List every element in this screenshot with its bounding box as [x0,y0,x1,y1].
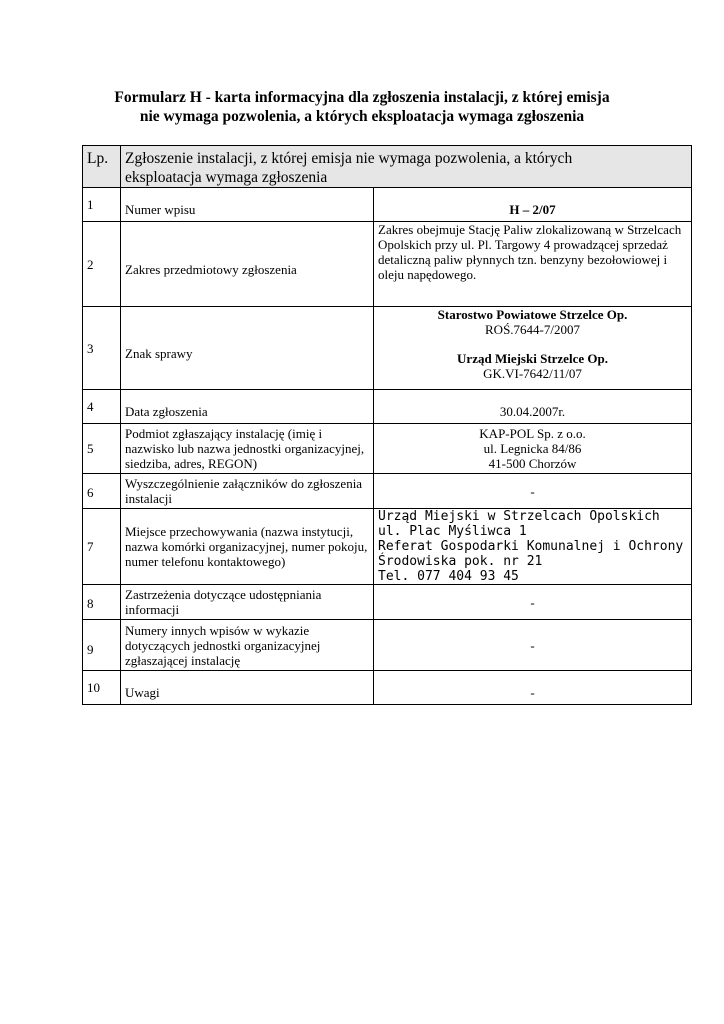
registration-table [82,145,692,705]
date-value: 30.04.2007r. [374,390,692,424]
row-label: Wyszczególnienie załączników do zgłoszenia instalacji [121,474,374,509]
document-title [60,88,664,126]
row-label: Znak sprawy [121,307,374,390]
applicant-line-2: ul. Legnicka 84/86 [483,441,582,456]
table-row [83,424,692,474]
table-row [83,671,692,705]
storage-line-2: ul. Plac Myśliwca 1 [378,524,527,539]
storage-line-4: Środowiska pok. nr 21 [378,554,543,569]
applicant-line-3: 41-500 Chorzów [488,456,577,471]
scope-value: Zakres obejmuje Stację Paliw zlokalizowaną w Strzelcach Opolskich przy ul. Pl. Targowy 4 prowadzącej sprzedaż detaliczną paliw płynnych tzn. benzyny bezołowiowej i oleju napędowego. [374,222,692,307]
case-line-3: Urząd Miejski Strzelce Op. [457,351,608,366]
table-row [83,222,692,307]
case-spacer [378,337,687,351]
attachments-value: - [374,474,692,509]
table-row [83,585,692,620]
table-row [83,390,692,424]
applicant-value [374,424,692,474]
table-row [83,620,692,671]
table-row [83,307,692,390]
row-number: 1 [83,188,121,222]
row-label: Numery innych wpisów w wykazie dotyczących jednostki organizacyjnej zgłaszającej instalację [121,620,374,671]
case-reference-value [374,307,692,390]
row-label: Podmiot zgłaszający instalację (imię i nazwisko lub nazwa jednostki organizacyjnej, siedziba, adres, REGON) [121,424,374,474]
row-label: Numer wpisu [121,188,374,222]
table-row [83,188,692,222]
storage-line-5: Tel. 077 404 93 45 [378,569,519,584]
restrictions-value: - [374,585,692,620]
row-number: 4 [83,390,121,424]
other-entries-value: - [374,620,692,671]
header-text-line-1: Zgłoszenie instalacji, z której emisja nie wymaga pozwolenia, a których [125,150,573,167]
header-text-line-2: eksploatacja wymaga zgłoszenia [125,169,328,186]
row-number: 5 [83,424,121,474]
storage-place-value [374,509,692,585]
case-line-1: Starostwo Powiatowe Strzelce Op. [437,307,628,322]
row-number: 8 [83,585,121,620]
row-label: Data zgłoszenia [121,390,374,424]
table-row [83,509,692,585]
title-line-2: nie wymaga pozwolenia, a których eksploatacja wymaga zgłoszenia [139,108,585,125]
case-line-2: ROŚ.7644-7/2007 [485,322,580,337]
remarks-value: - [374,671,692,705]
case-line-4: GK.VI-7642/11/07 [483,366,582,381]
row-label: Miejsce przechowywania (nazwa instytucji, nazwa komórki organizacyjnej, numer pokoju, numer telefonu kontaktowego) [121,509,374,585]
row-number: 3 [83,307,121,390]
header-lp: Lp. [83,146,121,188]
row-label: Zakres przedmiotowy zgłoszenia [121,222,374,307]
storage-line-3: Referat Gospodarki Komunalnej i Ochrony [378,539,684,554]
row-number: 10 [83,671,121,705]
table-header-row [83,146,692,188]
row-label: Zastrzeżenia dotyczące udostępniania informacji [121,585,374,620]
applicant-line-1: KAP-POL Sp. z o.o. [479,426,586,441]
table-row [83,474,692,509]
header-text [121,146,692,188]
storage-line-1: Urząd Miejski w Strzelcach Opolskich [378,509,660,524]
row-number: 2 [83,222,121,307]
row-label: Uwagi [121,671,374,705]
row-number: 6 [83,474,121,509]
title-line-1: Formularz H - karta informacyjna dla zgłoszenia instalacji, z której emisja [114,89,610,106]
row-number: 9 [83,620,121,671]
entry-number-value: H – 2/07 [374,188,692,222]
row-number: 7 [83,509,121,585]
